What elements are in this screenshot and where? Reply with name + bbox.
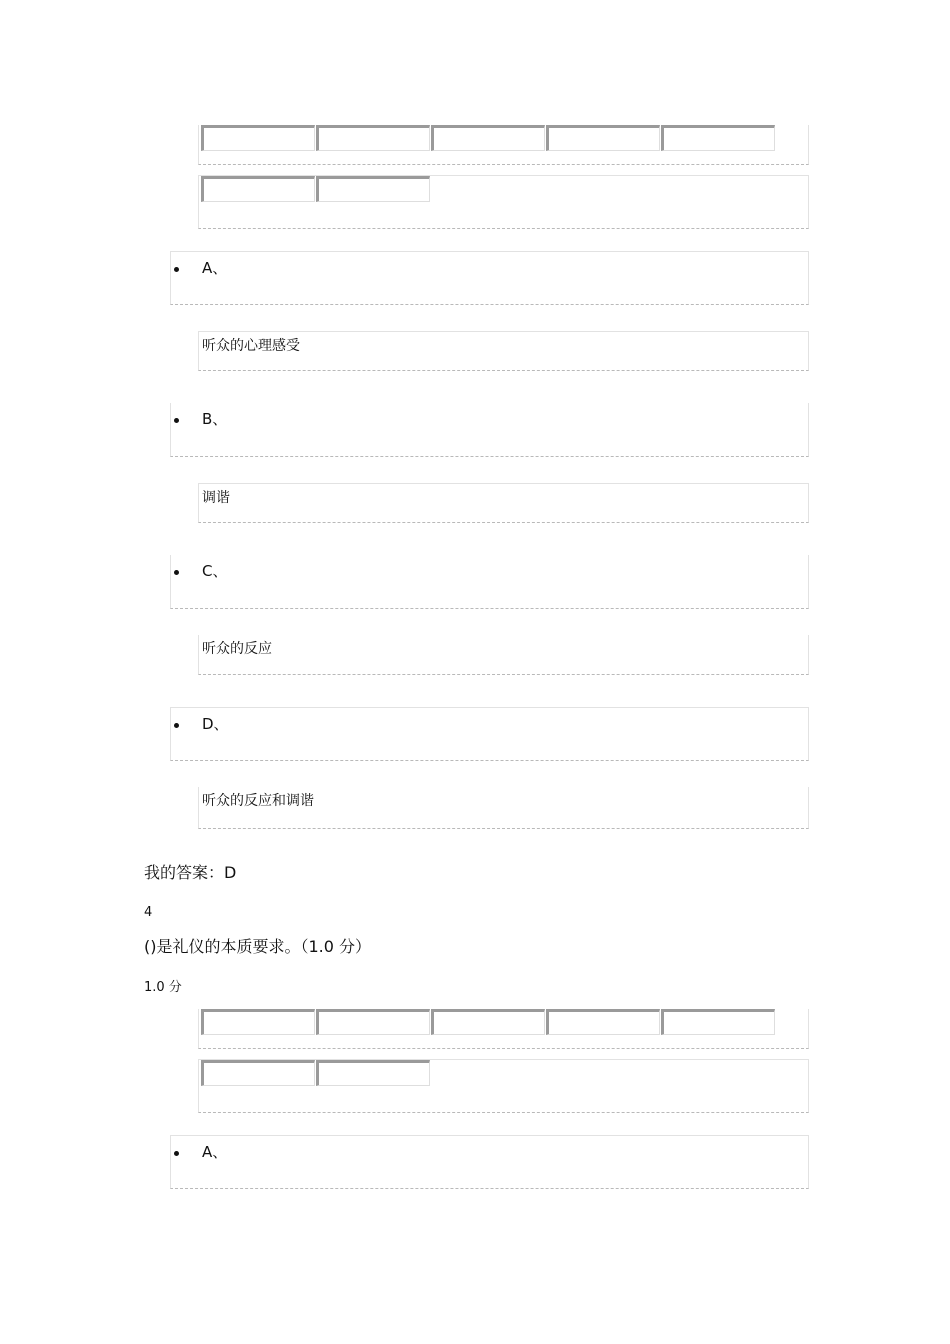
option-b-text-frame <box>198 483 809 523</box>
option-label: A、 <box>202 259 228 277</box>
toolbar-frame-row-2 <box>198 175 809 229</box>
placeholder-cell <box>201 125 315 151</box>
placeholder-cell <box>201 176 315 202</box>
bullet-icon <box>174 723 179 728</box>
option-a-frame[interactable] <box>170 251 809 305</box>
placeholder-cell <box>546 125 660 151</box>
placeholder-cell <box>431 125 545 151</box>
placeholder-cell <box>316 176 430 202</box>
placeholder-cell <box>661 1009 775 1035</box>
placeholder-cell <box>316 1009 430 1035</box>
option-a-frame[interactable] <box>170 1135 809 1189</box>
bullet-icon <box>174 418 179 423</box>
question-score: 1.0 分 <box>144 980 182 995</box>
toolbar-frame-row-2 <box>198 1059 809 1113</box>
question-number: 4 <box>144 905 153 920</box>
option-b-frame[interactable] <box>170 403 809 457</box>
toolbar-frame-row-1 <box>198 1009 809 1049</box>
placeholder-cell <box>201 1060 315 1086</box>
toolbar-frame-row-1 <box>198 125 809 165</box>
option-text: 听众的反应 <box>202 641 272 657</box>
option-text: 听众的反应和调谐 <box>202 793 314 809</box>
bullet-icon <box>174 267 179 272</box>
option-label: A、 <box>202 1143 228 1161</box>
placeholder-cell <box>316 125 430 151</box>
placeholder-cell <box>546 1009 660 1035</box>
my-answer: 我的答案：D <box>144 863 237 882</box>
option-text: 调谐 <box>202 490 230 506</box>
option-label: D、 <box>202 715 229 733</box>
option-label: B、 <box>202 410 228 428</box>
option-d-text-frame <box>198 787 809 829</box>
placeholder-cell <box>661 125 775 151</box>
placeholder-cell <box>431 1009 545 1035</box>
question-text: ()是礼仪的本质要求。（1.0 分） <box>144 937 372 956</box>
bullet-icon <box>174 1151 179 1156</box>
option-d-frame[interactable] <box>170 707 809 761</box>
option-text: 听众的心理感受 <box>202 338 300 354</box>
placeholder-cell <box>201 1009 315 1035</box>
bullet-icon <box>174 570 179 575</box>
placeholder-cell <box>316 1060 430 1086</box>
option-label: C、 <box>202 562 228 580</box>
option-c-frame[interactable] <box>170 555 809 609</box>
option-a-text-frame <box>198 331 809 371</box>
option-c-text-frame <box>198 635 809 675</box>
